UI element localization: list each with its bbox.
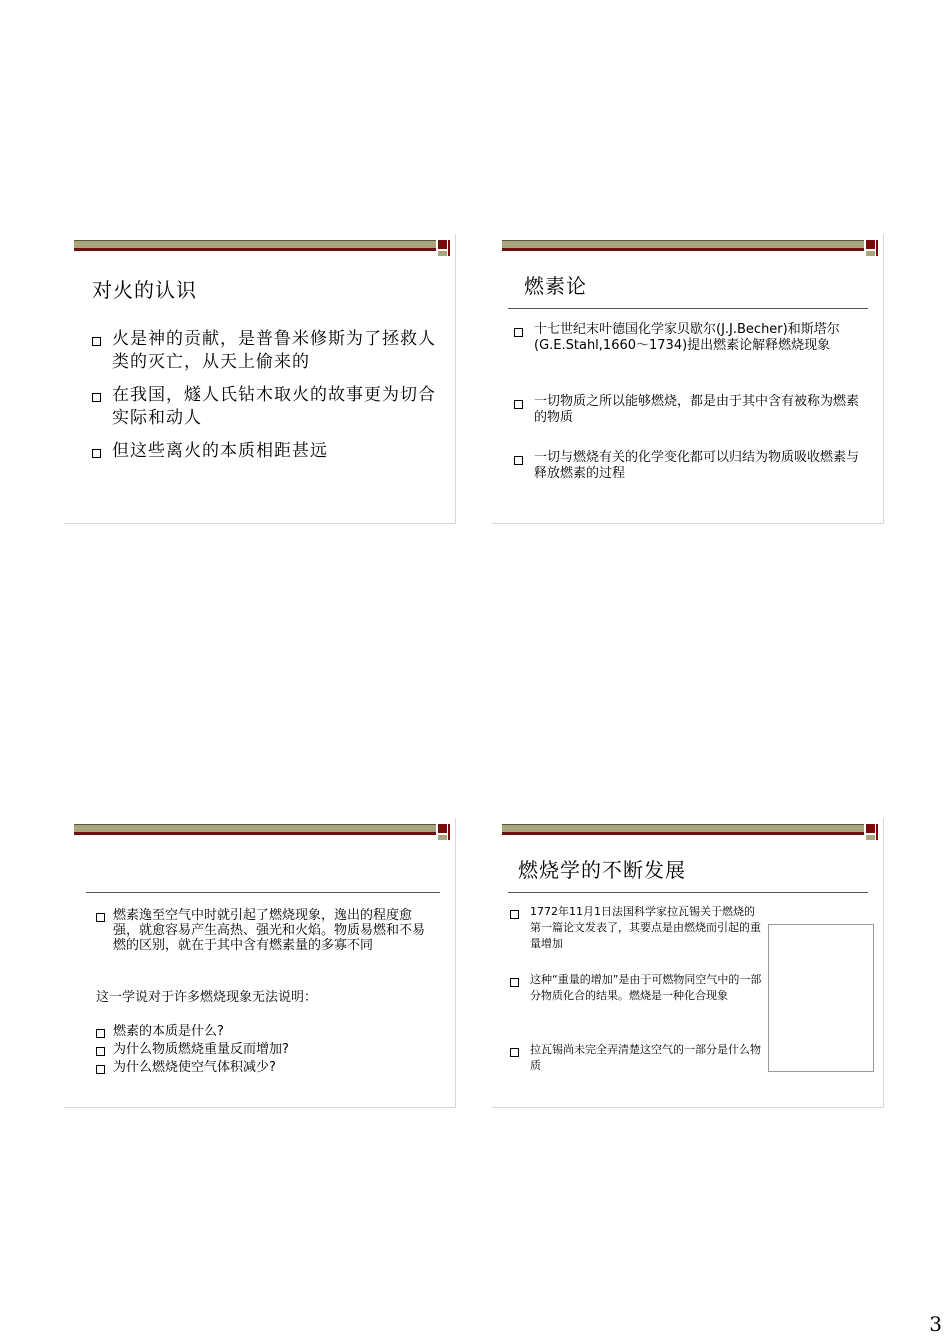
title-divider	[508, 892, 868, 893]
bullet-item: 1772年11月1日法国科学家拉瓦锡关于燃烧的第一篇论文发表了，其要点是由燃烧而引起的重量增加	[510, 904, 765, 952]
bullet-item: 十七世纪末叶德国化学家贝歇尔(J.J.Becher)和斯塔尔(G.E.Stahl,1660～1734)提出燃素论解释燃烧现象	[514, 322, 859, 354]
checkbox-bullet-icon	[514, 328, 523, 337]
slide-header-bar	[502, 240, 878, 256]
slide-title: 燃烧学的不断发展	[518, 858, 686, 882]
checkbox-bullet-icon	[510, 910, 519, 919]
bullet-item: 一切与燃烧有关的化学变化都可以归结为物质吸收燃素与释放燃素的过程	[514, 450, 859, 482]
bullet-item: 但这些离火的本质相距甚远	[92, 440, 437, 463]
title-divider	[86, 892, 440, 893]
title-divider	[508, 308, 868, 309]
checkbox-bullet-icon	[96, 1065, 105, 1074]
slide-header-bar	[502, 824, 878, 840]
checkbox-bullet-icon	[510, 978, 519, 987]
slide-header-bar	[74, 240, 450, 256]
checkbox-bullet-icon	[510, 1048, 519, 1057]
checkbox-bullet-icon	[96, 913, 105, 922]
slide-4	[492, 818, 884, 1108]
slide-1	[64, 234, 456, 524]
checkbox-bullet-icon	[92, 337, 101, 346]
slide-title: 对火的认识	[92, 278, 197, 302]
bullet-item: 在我国，燧人氏钻木取火的故事更为切合实际和动人	[92, 384, 437, 430]
question-item: 为什么物质燃烧重量反而增加?	[96, 1042, 434, 1057]
paragraph-text: 这一学说对于许多燃烧现象无法说明：	[96, 990, 318, 1005]
page-number: 3	[929, 1312, 942, 1336]
checkbox-bullet-icon	[96, 1047, 105, 1056]
bullet-item: 火是神的贡献，是普鲁米修斯为了拯救人类的灭亡，从天上偷来的	[92, 328, 437, 374]
bullet-item: 拉瓦锡尚未完全弄清楚这空气的一部分是什么物质	[510, 1042, 765, 1074]
slide-2	[492, 234, 884, 524]
question-item: 为什么燃烧使空气体积减少?	[96, 1060, 434, 1075]
checkbox-bullet-icon	[96, 1029, 105, 1038]
bullet-item: 燃素逸至空气中时就引起了燃烧现象，逸出的程度愈强，就愈容易产生高热、强光和火焰。物质易燃和不易燃的区别，就在于其中含有燃素量的多寡不同	[96, 908, 434, 953]
slide-header-bar	[74, 824, 450, 840]
question-item: 燃素的本质是什么?	[96, 1024, 434, 1039]
checkbox-bullet-icon	[92, 393, 101, 402]
checkbox-bullet-icon	[92, 449, 101, 458]
slide-3	[64, 818, 456, 1108]
checkbox-bullet-icon	[514, 456, 523, 465]
bullet-item: 一切物质之所以能够燃烧，都是由于其中含有被称为燃素的物质	[514, 394, 859, 426]
checkbox-bullet-icon	[514, 400, 523, 409]
image-placeholder	[768, 924, 874, 1072]
bullet-item: 这种“重量的增加”是由于可燃物同空气中的一部分物质化合的结果。燃烧是一种化合现象	[510, 972, 765, 1004]
slide-title: 燃素论	[524, 274, 587, 298]
